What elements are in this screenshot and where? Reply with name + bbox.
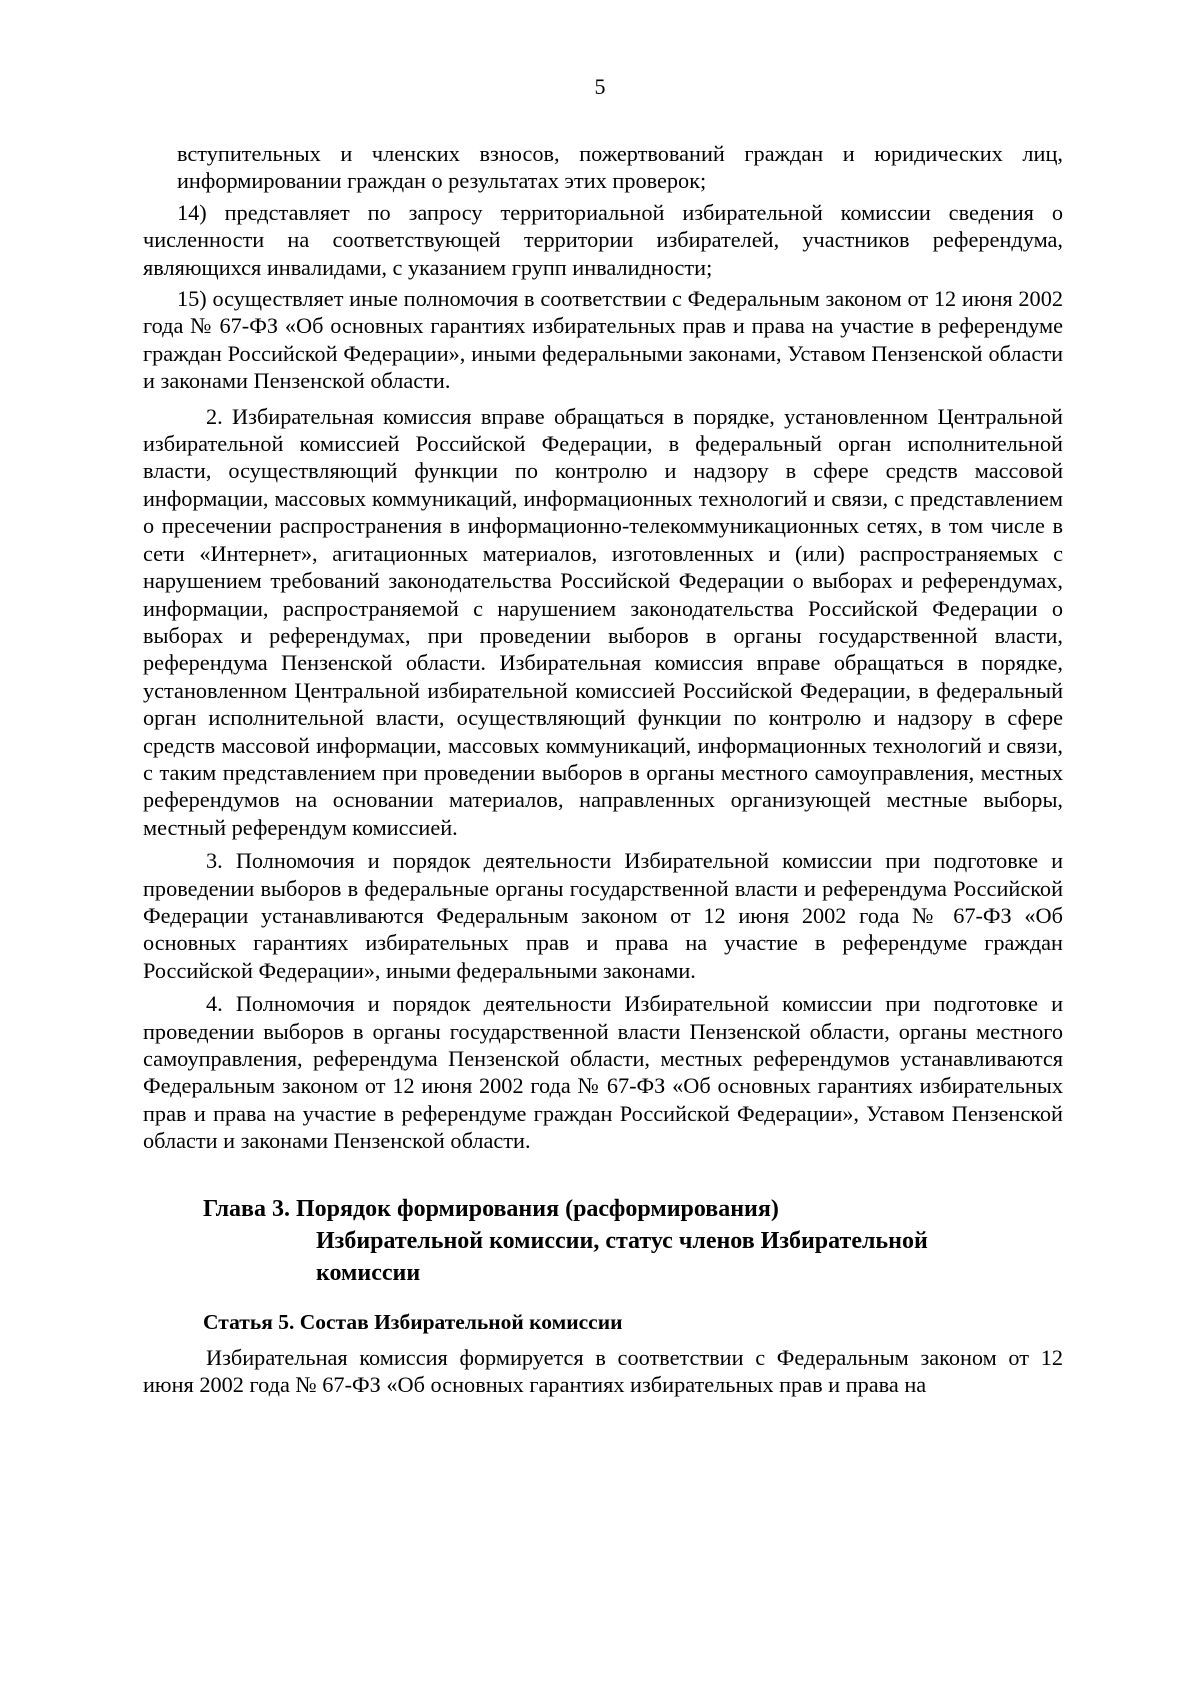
- document-body: [143, 140, 1063, 1398]
- chapter-heading-line-2: Избирательной комиссии, статус членов Избирательной: [316, 1227, 928, 1254]
- article-text: Избирательная комиссия формируется в соответствии с Федеральным законом от 12 июня 2002 года № 67-ФЗ «Об основных гарантиях избирательных прав и права на: [143, 1344, 1063, 1398]
- page-number: 5: [594, 74, 606, 99]
- article-title: Статья 5. Состав Избирательной комиссии: [203, 1309, 623, 1334]
- chapter-heading-line-1: Глава 3. Порядок формирования (расформирования): [203, 1195, 779, 1222]
- list-item-continuation: вступительных и членских взносов, пожертвований граждан и юридических лиц, информировании граждан о результатах этих проверок;: [177, 141, 1063, 194]
- paragraph-2: 2. Избирательная комиссия вправе обращаться в порядке, установленном Центральной избирательной комиссией Российской Федерации, в федеральный орган исполнительной власти, осуществляющий функции по контролю и надзору в сфере средств массовой информации, массовых коммуникаций, информационных технологий и связи, с представлением о пресечении распространения в информационно-телекоммуникационных сетях, в том числе в сети «Интернет», агитационных материалов, изготовленных и (или) распространяемых с нарушением требований законодательства Российской Федерации о выборах и референдумах, информации, распространяемой с нарушением законодательства Российской Федерации о выборах и референдумах, при проведении выборов в органы государственной власти, референдума Пензенской области. Избирательная комиссия вправе обращаться в порядке, установленном Центральной избирательной комиссией Российской Федерации, в федеральный орган исполнительной власти, осуществляющий функции по контролю и надзору в сфере средств массовой информации, массовых коммуникаций, информационных технологий и связи, с таким представлением при проведении выборов в органы местного самоуправления, местных референдумов на основании материалов, направленных организующей местные выборы, местный референдум комиссией.: [143, 403, 1063, 840]
- paragraph-4: 4. Полномочия и порядок деятельности Избирательной комиссии при подготовке и проведении выборов в органы государственной власти Пензенской области, органы местного самоуправления, референдума Пензенской области, местных референдумов устанавливаются Федеральным законом от 12 июня 2002 года № 67-ФЗ «Об основных гарантиях избирательных прав и права на участие в референдуме граждан Российской Федерации», Уставом Пензенской области и законами Пензенской области.: [143, 991, 1063, 1154]
- chapter-heading-line-3: комиссии: [316, 1259, 421, 1286]
- list-item-15: 15) осуществляет иные полномочия в соответствии с Федеральным законом от 12 июня 2002 года № 67-ФЗ «Об основных гарантиях избирательных прав и права на участие в референдуме граждан Российской Федерации», иными федеральными законами, Уставом Пензенской области и законами Пензенской области.: [143, 286, 1063, 394]
- list-item-14: 14) представляет по запросу территориальной избирательной комиссии сведения о численности на соответствующей территории избирателей, участников референдума, являющихся инвалидами, с указанием групп инвалидности;: [143, 199, 1063, 280]
- chapter-heading: [203, 1193, 1063, 1289]
- paragraph-3: 3. Полномочия и порядок деятельности Избирательной комиссии при подготовке и проведении выборов в федеральные органы государственной власти и референдума Российской Федерации устанавливаются Федеральным законом от 12 июня 2002 года № 67-ФЗ «Об основных гарантиях избирательных прав и права на участие в референдуме граждан Российской Федерации», иными федеральными законами.: [143, 848, 1063, 983]
